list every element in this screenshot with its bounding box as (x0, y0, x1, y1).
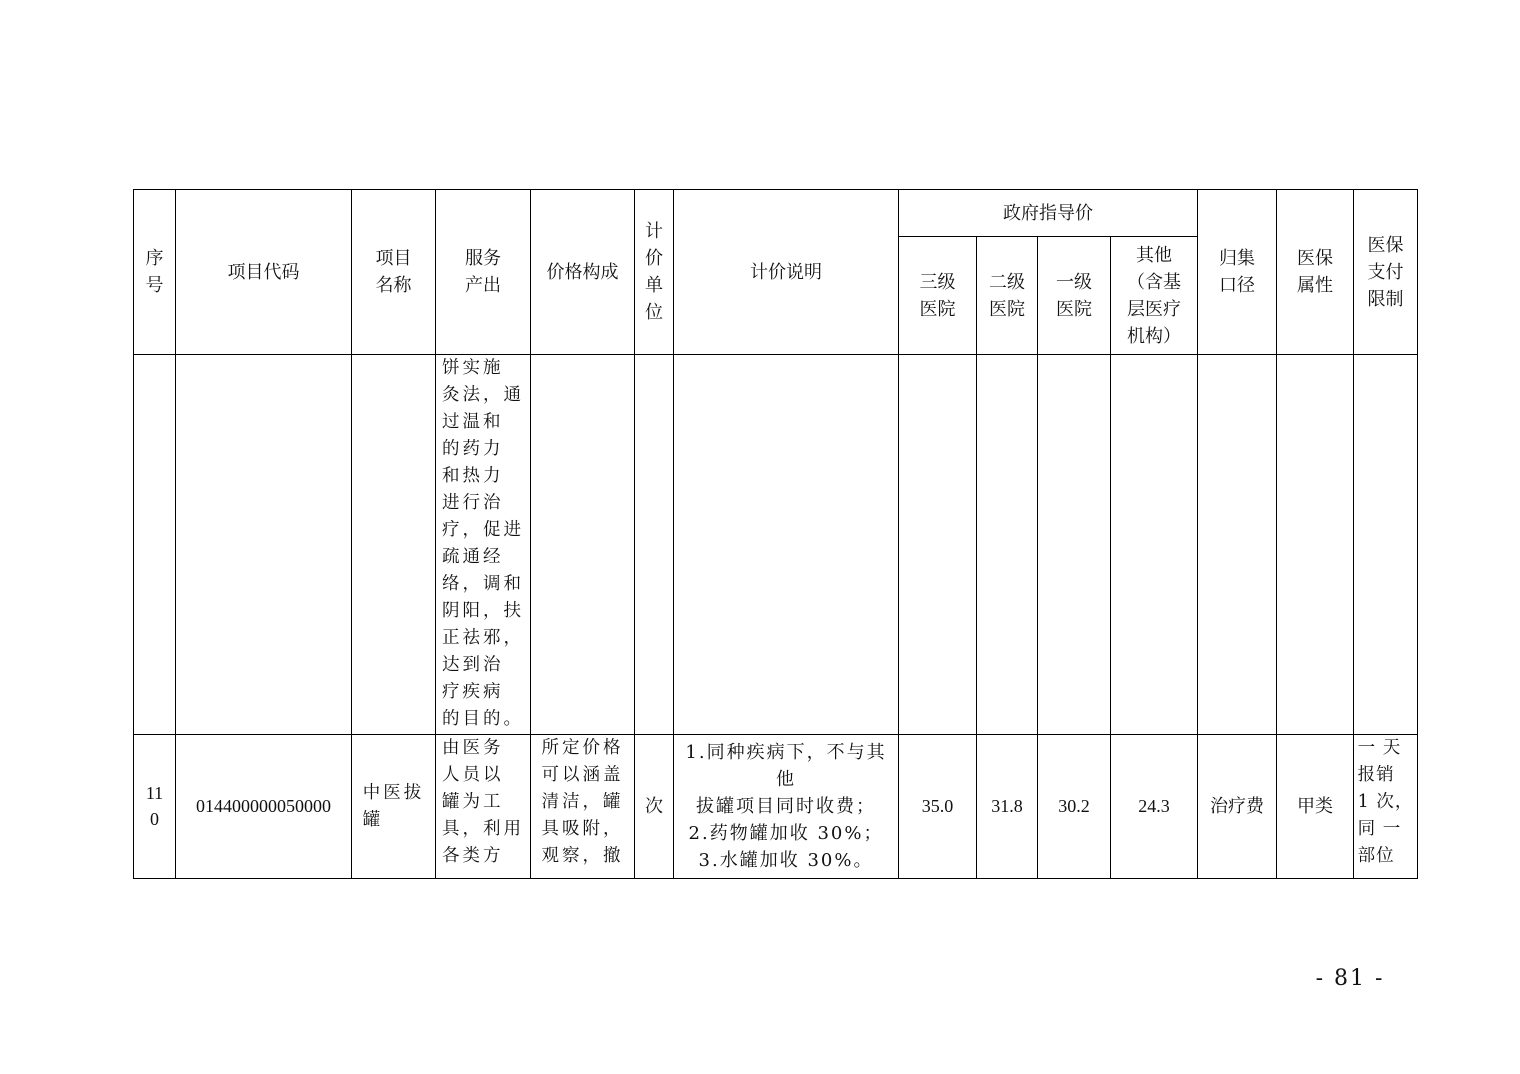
service-line: 的目的。 (442, 709, 524, 729)
service-line: 各类方 (442, 846, 504, 866)
service-line: 和热力 (442, 466, 504, 486)
pricing-note-text (682, 739, 890, 874)
payment-limit-line: 1 次， (1357, 792, 1414, 812)
service-line: 疗，促进 (442, 520, 524, 540)
header-seq: 序 号 (134, 190, 176, 355)
name-line: 中医拔 (362, 782, 425, 803)
header-name: 项目 名称 (352, 190, 436, 355)
cell-service (436, 355, 531, 735)
service-line: 过温和 (442, 412, 504, 432)
header-payment-limit: 医保 支付 限制 (1354, 190, 1418, 355)
service-line: 罐为工 (442, 792, 504, 812)
price-composition-line: 所定价格 (541, 738, 624, 758)
service-line: 的药力 (442, 439, 504, 459)
header-pricing-note: 计价说明 (674, 190, 899, 355)
cell-level3: 35.0 (899, 735, 977, 879)
cell-category (1198, 355, 1277, 735)
cell-payment-limit (1354, 355, 1418, 735)
seq-line: 0 (150, 809, 159, 829)
header-code: 项目代码 (176, 190, 352, 355)
cell-note (674, 355, 899, 735)
header-service: 服务 产出 (436, 190, 531, 355)
pricing-table (133, 189, 1418, 879)
cell-service (436, 735, 531, 879)
pricing-note-line: 1.同种疾病下，不与其他 (685, 742, 887, 790)
header-insurance-attr: 医保 属性 (1277, 190, 1354, 355)
price-composition-line: 观察，撤 (541, 846, 624, 866)
cell-code: 014400000050000 (176, 735, 352, 879)
cell-level2 (977, 355, 1038, 735)
payment-limit-line: 报销 (1357, 765, 1395, 785)
pricing-note-line: 3.水罐加收 30%。 (698, 850, 874, 871)
service-line: 由医务 (442, 738, 504, 758)
cell-insurance-attr: 甲类 (1277, 735, 1354, 879)
pricing-note-line: 2.药物罐加收 30%； (688, 823, 884, 844)
table-row-110 (134, 735, 1418, 879)
service-line: 进行治 (442, 493, 504, 513)
service-line: 正祛邪， (442, 628, 524, 648)
cell-level1 (1038, 355, 1111, 735)
payment-limit-line: 同 一 (1357, 819, 1402, 839)
cell-unit (635, 355, 674, 735)
cell-other (1111, 355, 1198, 735)
name-text (363, 780, 425, 834)
header-level2: 二级 医院 (977, 237, 1038, 355)
cell-level2: 31.8 (977, 735, 1038, 879)
cell-category: 治疗费 (1198, 735, 1277, 879)
page-number: - 81 - (1315, 966, 1385, 991)
cell-code (176, 355, 352, 735)
price-composition-line: 清洁，罐 (541, 792, 624, 812)
service-line: 人员以 (442, 765, 504, 785)
payment-limit-line: 一 天 (1357, 738, 1402, 758)
pricing-note-line: 拔罐项目同时收费； (696, 796, 876, 817)
payment-limit-text (1358, 735, 1414, 870)
cell-price-composition (531, 355, 635, 735)
price-composition-text (542, 735, 624, 870)
price-composition-line: 可以涵盖 (541, 765, 624, 785)
service-line: 络，调和 (442, 574, 524, 594)
table-row-continued (134, 355, 1418, 735)
service-line: 疏通经 (442, 547, 504, 567)
cell-payment-limit (1354, 735, 1418, 879)
payment-limit-line: 部位 (1357, 846, 1395, 866)
cell-level1: 30.2 (1038, 735, 1111, 879)
cell-level3 (899, 355, 977, 735)
service-line: 具，利用 (442, 819, 524, 839)
cell-unit: 次 (635, 735, 674, 879)
header-price-composition: 价格构成 (531, 190, 635, 355)
seq-line: 11 (145, 783, 164, 803)
service-text (442, 355, 524, 733)
cell-insurance-attr (1277, 355, 1354, 735)
cell-note (674, 735, 899, 879)
header-other: 其他 （含基 层医疗 机构） (1111, 237, 1198, 355)
service-line: 达到治 (442, 655, 504, 675)
cell-name (352, 355, 436, 735)
service-line: 饼实施 (442, 358, 504, 378)
header-gov-price: 政府指导价 (899, 190, 1198, 237)
header-level1: 一级 医院 (1038, 237, 1111, 355)
cell-seq (134, 735, 176, 879)
service-line: 灸法，通 (442, 385, 524, 405)
service-line: 疗疾病 (442, 682, 504, 702)
price-composition-line: 具吸附， (541, 819, 624, 839)
header-category: 归集 口径 (1198, 190, 1277, 355)
header-unit: 计 价 单 位 (635, 190, 674, 355)
cell-price-composition (531, 735, 635, 879)
name-line: 罐 (362, 809, 384, 830)
service-text (442, 735, 524, 870)
cell-seq (134, 355, 176, 735)
cell-name (352, 735, 436, 879)
header-level3: 三级 医院 (899, 237, 977, 355)
service-line: 阴阳，扶 (442, 601, 524, 621)
cell-other: 24.3 (1111, 735, 1198, 879)
